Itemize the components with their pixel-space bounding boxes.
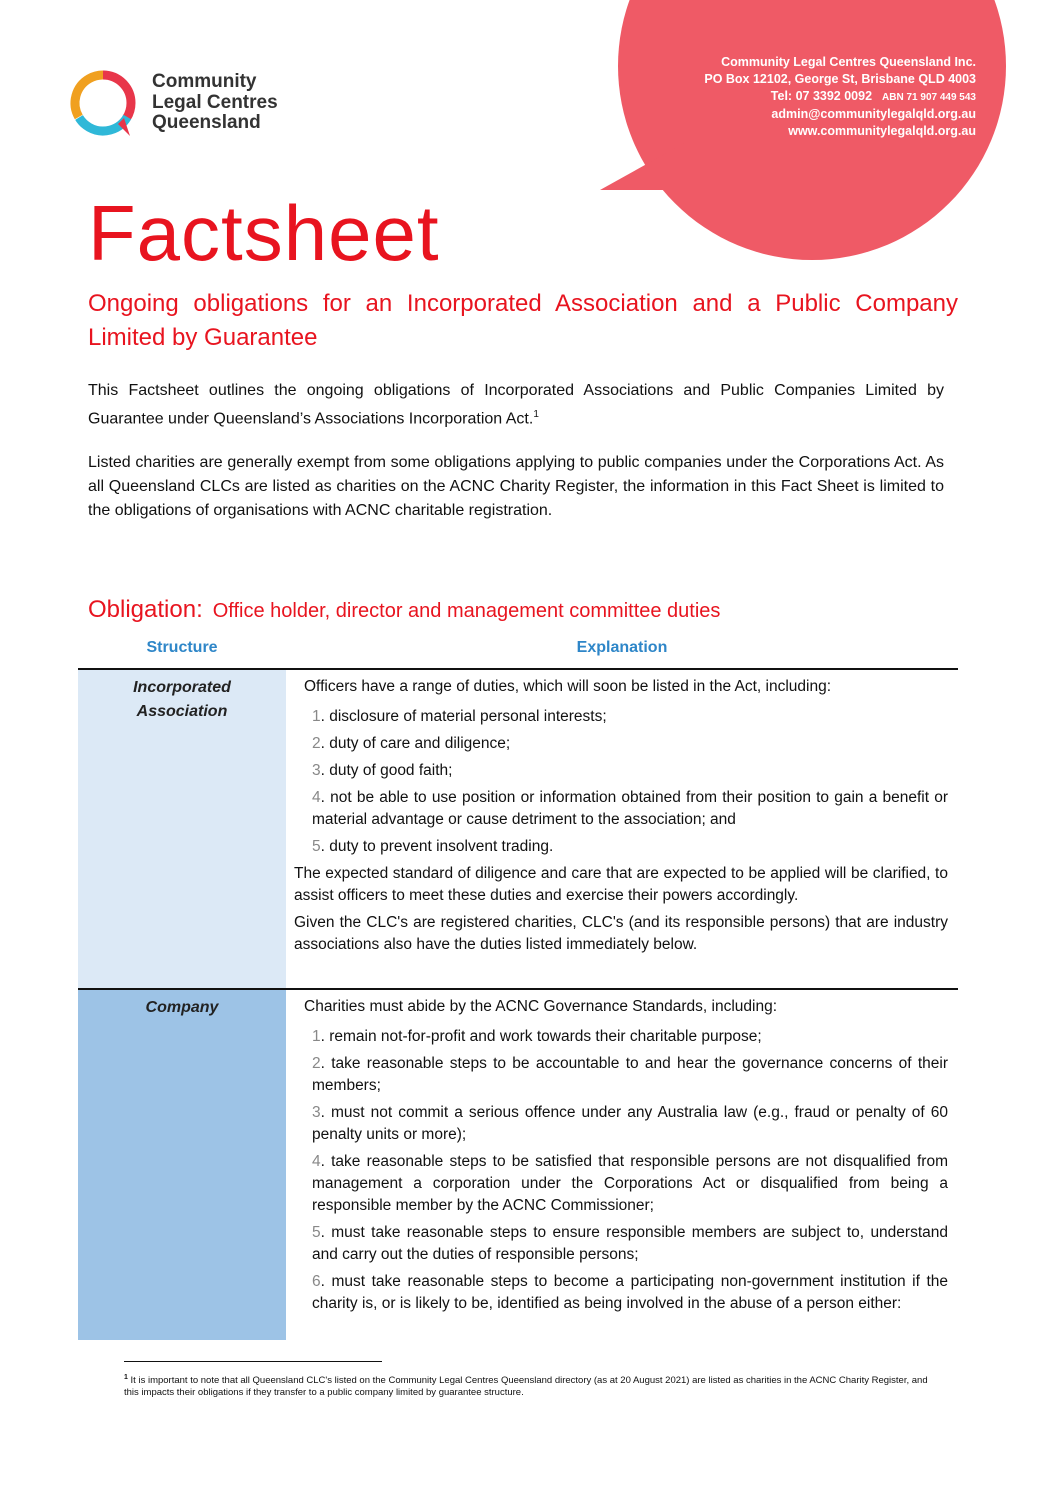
clcq-logo-icon xyxy=(66,66,140,140)
list-item: 1. disclosure of material personal interests; xyxy=(312,708,607,725)
list-item: 5. duty to prevent insolvent trading. xyxy=(312,838,554,855)
row-note: The expected standard of diligence and care that are expected to be applied will be clarified, to assist officers to meet these duties and exercise their powers accordingly. xyxy=(294,865,948,904)
list-item: 2. take reasonable steps to be accountable to and hear the governance concerns of their members; xyxy=(312,1055,948,1094)
list-item: 6. must take reasonable steps to become a participating non-government institution if the charity is, or is likely to be, identified as being involved in the abuse of a person either: xyxy=(312,1273,948,1312)
explanation-cell xyxy=(286,990,958,1340)
list-item: 4. not be able to use position or information obtained from their position to gain a benefit or material advantage or cause detriment to the association; and xyxy=(312,789,948,828)
row-intro: Charities must abide by the ACNC Governance Standards, including: xyxy=(304,998,777,1015)
contact-web[interactable]: www.communitylegalqld.org.au xyxy=(788,124,976,138)
obligation-label: Obligation: xyxy=(88,596,203,623)
col-structure-header: Structure xyxy=(146,639,218,656)
list-item: 3. must not commit a serious offence under any Australia law (e.g., fraud or penalty of 60 penalty units or more); xyxy=(312,1104,948,1143)
contact-email[interactable]: admin@communitylegalqld.org.au xyxy=(771,107,976,121)
structure-cell: Incorporated Association xyxy=(78,670,286,988)
list-item: 1. remain not-for-profit and work towards their charitable purpose; xyxy=(312,1028,762,1045)
list-item: 4. take reasonable steps to be satisfied that responsible persons are not disqualified from management a corporation under the Corporations Act or disqualified from being a responsible member by the ACNC Commissioner; xyxy=(312,1153,948,1214)
col-explanation-header: Explanation xyxy=(576,639,668,656)
footnote-rule xyxy=(124,1361,382,1362)
page-title: Factsheet xyxy=(88,189,440,277)
list-item: 2. duty of care and diligence; xyxy=(312,735,511,752)
footnote-ref[interactable]: 1 xyxy=(533,409,539,420)
page-subtitle: Ongoing obligations for an Incorporated Association and a Public Company Limited by Guarantee xyxy=(88,290,958,351)
contact-tel: Tel: 07 3392 0092 xyxy=(770,89,873,103)
intro-paragraph-2: Listed charities are generally exempt from some obligations applying to public companies under the Corporations Act. As all Queensland CLCs are listed as charities on the ACNC Charity Register, the information in this Fact Sheet is limited to the obligations of organisations with ACNC charitable registration. xyxy=(88,454,944,519)
obligation-heading xyxy=(88,596,720,624)
row-note: Given the CLC's are registered charities, CLC's (and its responsible persons) that are industry associations also have the duties listed immediately below. xyxy=(294,914,948,953)
obligation-title: Office holder, director and management committee duties xyxy=(212,600,721,622)
contact-bubble-tail xyxy=(600,140,690,190)
footnote: $^1$ It is important to note that all Queensland CLC's listed on the Community Legal Centres Queensland directory (as at 20 August 2021) are listed as charities in the ACNC Charity Register, and this impacts their obligations if they transfer to a public company limited by guarantee structure. xyxy=(124,1374,928,1399)
table-header xyxy=(78,634,958,668)
contact-org: Community Legal Centres Queensland Inc. xyxy=(721,55,976,69)
table-row xyxy=(78,670,958,988)
contact-block xyxy=(704,54,976,140)
contact-abn: ABN 71 907 449 543 xyxy=(882,92,976,103)
obligations-table xyxy=(78,634,958,1340)
logo-wordmark: Community Legal Centres Queensland xyxy=(152,71,278,133)
list-item: 5. must take reasonable steps to ensure responsible members are subject to, understand and carry out the duties of responsible persons; xyxy=(312,1224,948,1263)
contact-po-box: PO Box 12102, George St, Brisbane QLD 4003 xyxy=(704,72,976,86)
table-row xyxy=(78,990,958,1340)
explanation-cell xyxy=(286,670,958,988)
structure-cell: Company xyxy=(78,990,286,1340)
row-intro: Officers have a range of duties, which will soon be listed in the Act, including: xyxy=(304,678,832,695)
intro-paragraph-1: This Factsheet outlines the ongoing obligations of Incorporated Associations and Public Companies Limited by Guarantee under Queensland’s Associations Incorporation Act.$^1$ xyxy=(88,382,944,428)
list-item: 3. duty of good faith; xyxy=(312,762,453,779)
